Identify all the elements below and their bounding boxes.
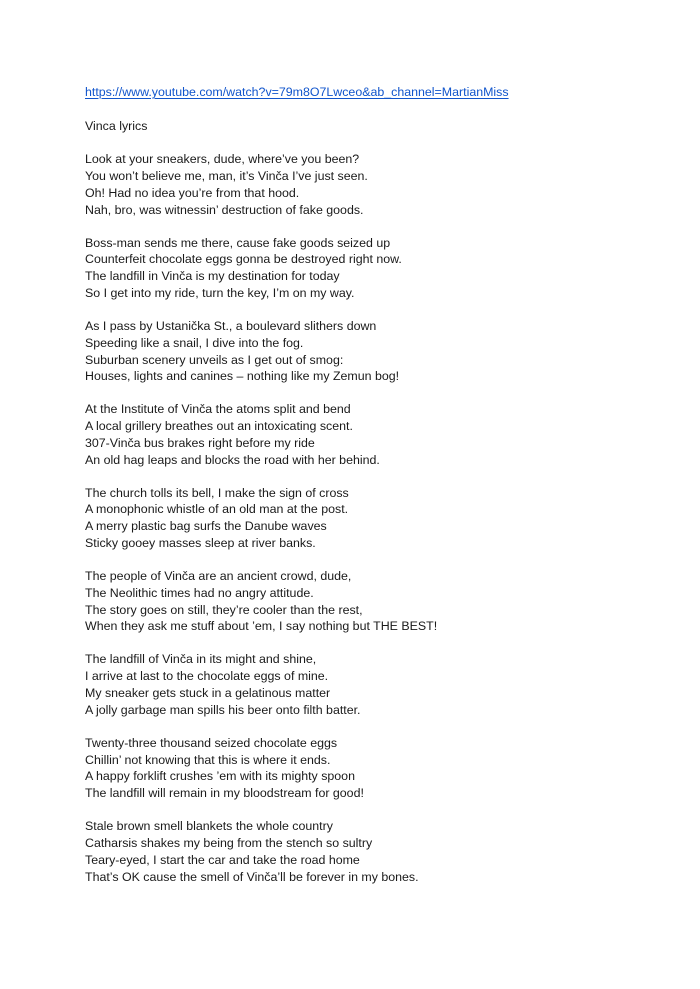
lyric-line: The landfill will remain in my bloodstream for good!	[85, 786, 364, 801]
lyric-line: The story goes on still, they’re cooler than the rest,	[85, 602, 363, 617]
stanza	[85, 651, 675, 718]
stanza	[85, 235, 675, 302]
lyric-line: Oh! Had no idea you’re from that hood.	[85, 185, 300, 200]
lyric-line: Nah, bro, was witnessin’ destruction of fake goods.	[85, 202, 364, 217]
lyric-line: Speeding like a snail, I dive into the fog.	[85, 335, 304, 350]
document-page	[85, 84, 675, 885]
lyric-line: The church tolls its bell, I make the sign of cross	[85, 485, 349, 500]
lyric-line: A jolly garbage man spills his beer onto filth batter.	[85, 702, 361, 717]
youtube-link[interactable]: https://www.youtube.com/watch?v=79m8O7Lwceo&ab_channel=MartianMiss	[85, 85, 509, 99]
lyric-line: I arrive at last to the chocolate eggs of mine.	[85, 669, 329, 684]
lyric-line: A merry plastic bag surfs the Danube waves	[85, 519, 327, 534]
lyric-line: My sneaker gets stuck in a gelatinous matter	[85, 686, 331, 701]
lyric-line: Stale brown smell blankets the whole country	[85, 819, 333, 834]
stanza	[85, 568, 675, 635]
lyric-line: A local grillery breathes out an intoxicating scent.	[85, 419, 353, 434]
lyric-line: Twenty-three thousand seized chocolate eggs	[85, 735, 338, 750]
lyric-line: Boss-man sends me there, cause fake goods seized up	[85, 235, 391, 250]
lyric-line: Counterfeit chocolate eggs gonna be destroyed right now.	[85, 252, 402, 267]
lyric-line: Houses, lights and canines – nothing like my Zemun bog!	[85, 369, 400, 384]
stanza	[85, 735, 675, 802]
lyric-line: 307-Vinča bus brakes right before my ride	[85, 435, 315, 450]
lyric-line: At the Institute of Vinča the atoms split and bend	[85, 402, 351, 417]
lyric-line: The people of Vinča are an ancient crowd, dude,	[85, 569, 352, 584]
lyric-line: When they ask me stuff about ’em, I say nothing but THE BEST!	[85, 619, 438, 634]
lyric-line: Catharsis shakes my being from the stench so sultry	[85, 835, 373, 850]
lyric-line: So I get into my ride, turn the key, I’m on my way.	[85, 285, 355, 300]
lyric-line: You won’t believe me, man, it’s Vinča I’ve just seen.	[85, 168, 368, 183]
lyric-line: Chillin’ not knowing that this is where it ends.	[85, 752, 331, 767]
lyric-line: The Neolithic times had no angry attitude.	[85, 585, 314, 600]
lyric-line: Suburban scenery unveils as I get out of smog:	[85, 352, 344, 367]
lyric-line: The landfill in Vinča is my destination for today	[85, 269, 340, 284]
lyric-line: Look at your sneakers, dude, where’ve you been?	[85, 152, 360, 167]
stanza	[85, 318, 675, 385]
stanza	[85, 818, 675, 885]
stanza	[85, 401, 675, 468]
lyric-line: The landfill of Vinča in its might and shine,	[85, 652, 317, 667]
lyric-line: As I pass by Ustanička St., a boulevard slithers down	[85, 318, 377, 333]
lyric-line: An old hag leaps and blocks the road with her behind.	[85, 452, 380, 467]
lyric-line: A happy forklift crushes ’em with its mighty spoon	[85, 769, 355, 784]
lyric-line: A monophonic whistle of an old man at the post.	[85, 502, 349, 517]
lyric-line: Sticky gooey masses sleep at river banks.	[85, 536, 316, 551]
stanza	[85, 485, 675, 552]
stanza	[85, 151, 675, 218]
lyric-line: Teary-eyed, I start the car and take the road home	[85, 852, 360, 867]
lyric-line: That’s OK cause the smell of Vinča’ll be forever in my bones.	[85, 869, 419, 884]
document-title: Vinca lyrics	[85, 119, 148, 133]
